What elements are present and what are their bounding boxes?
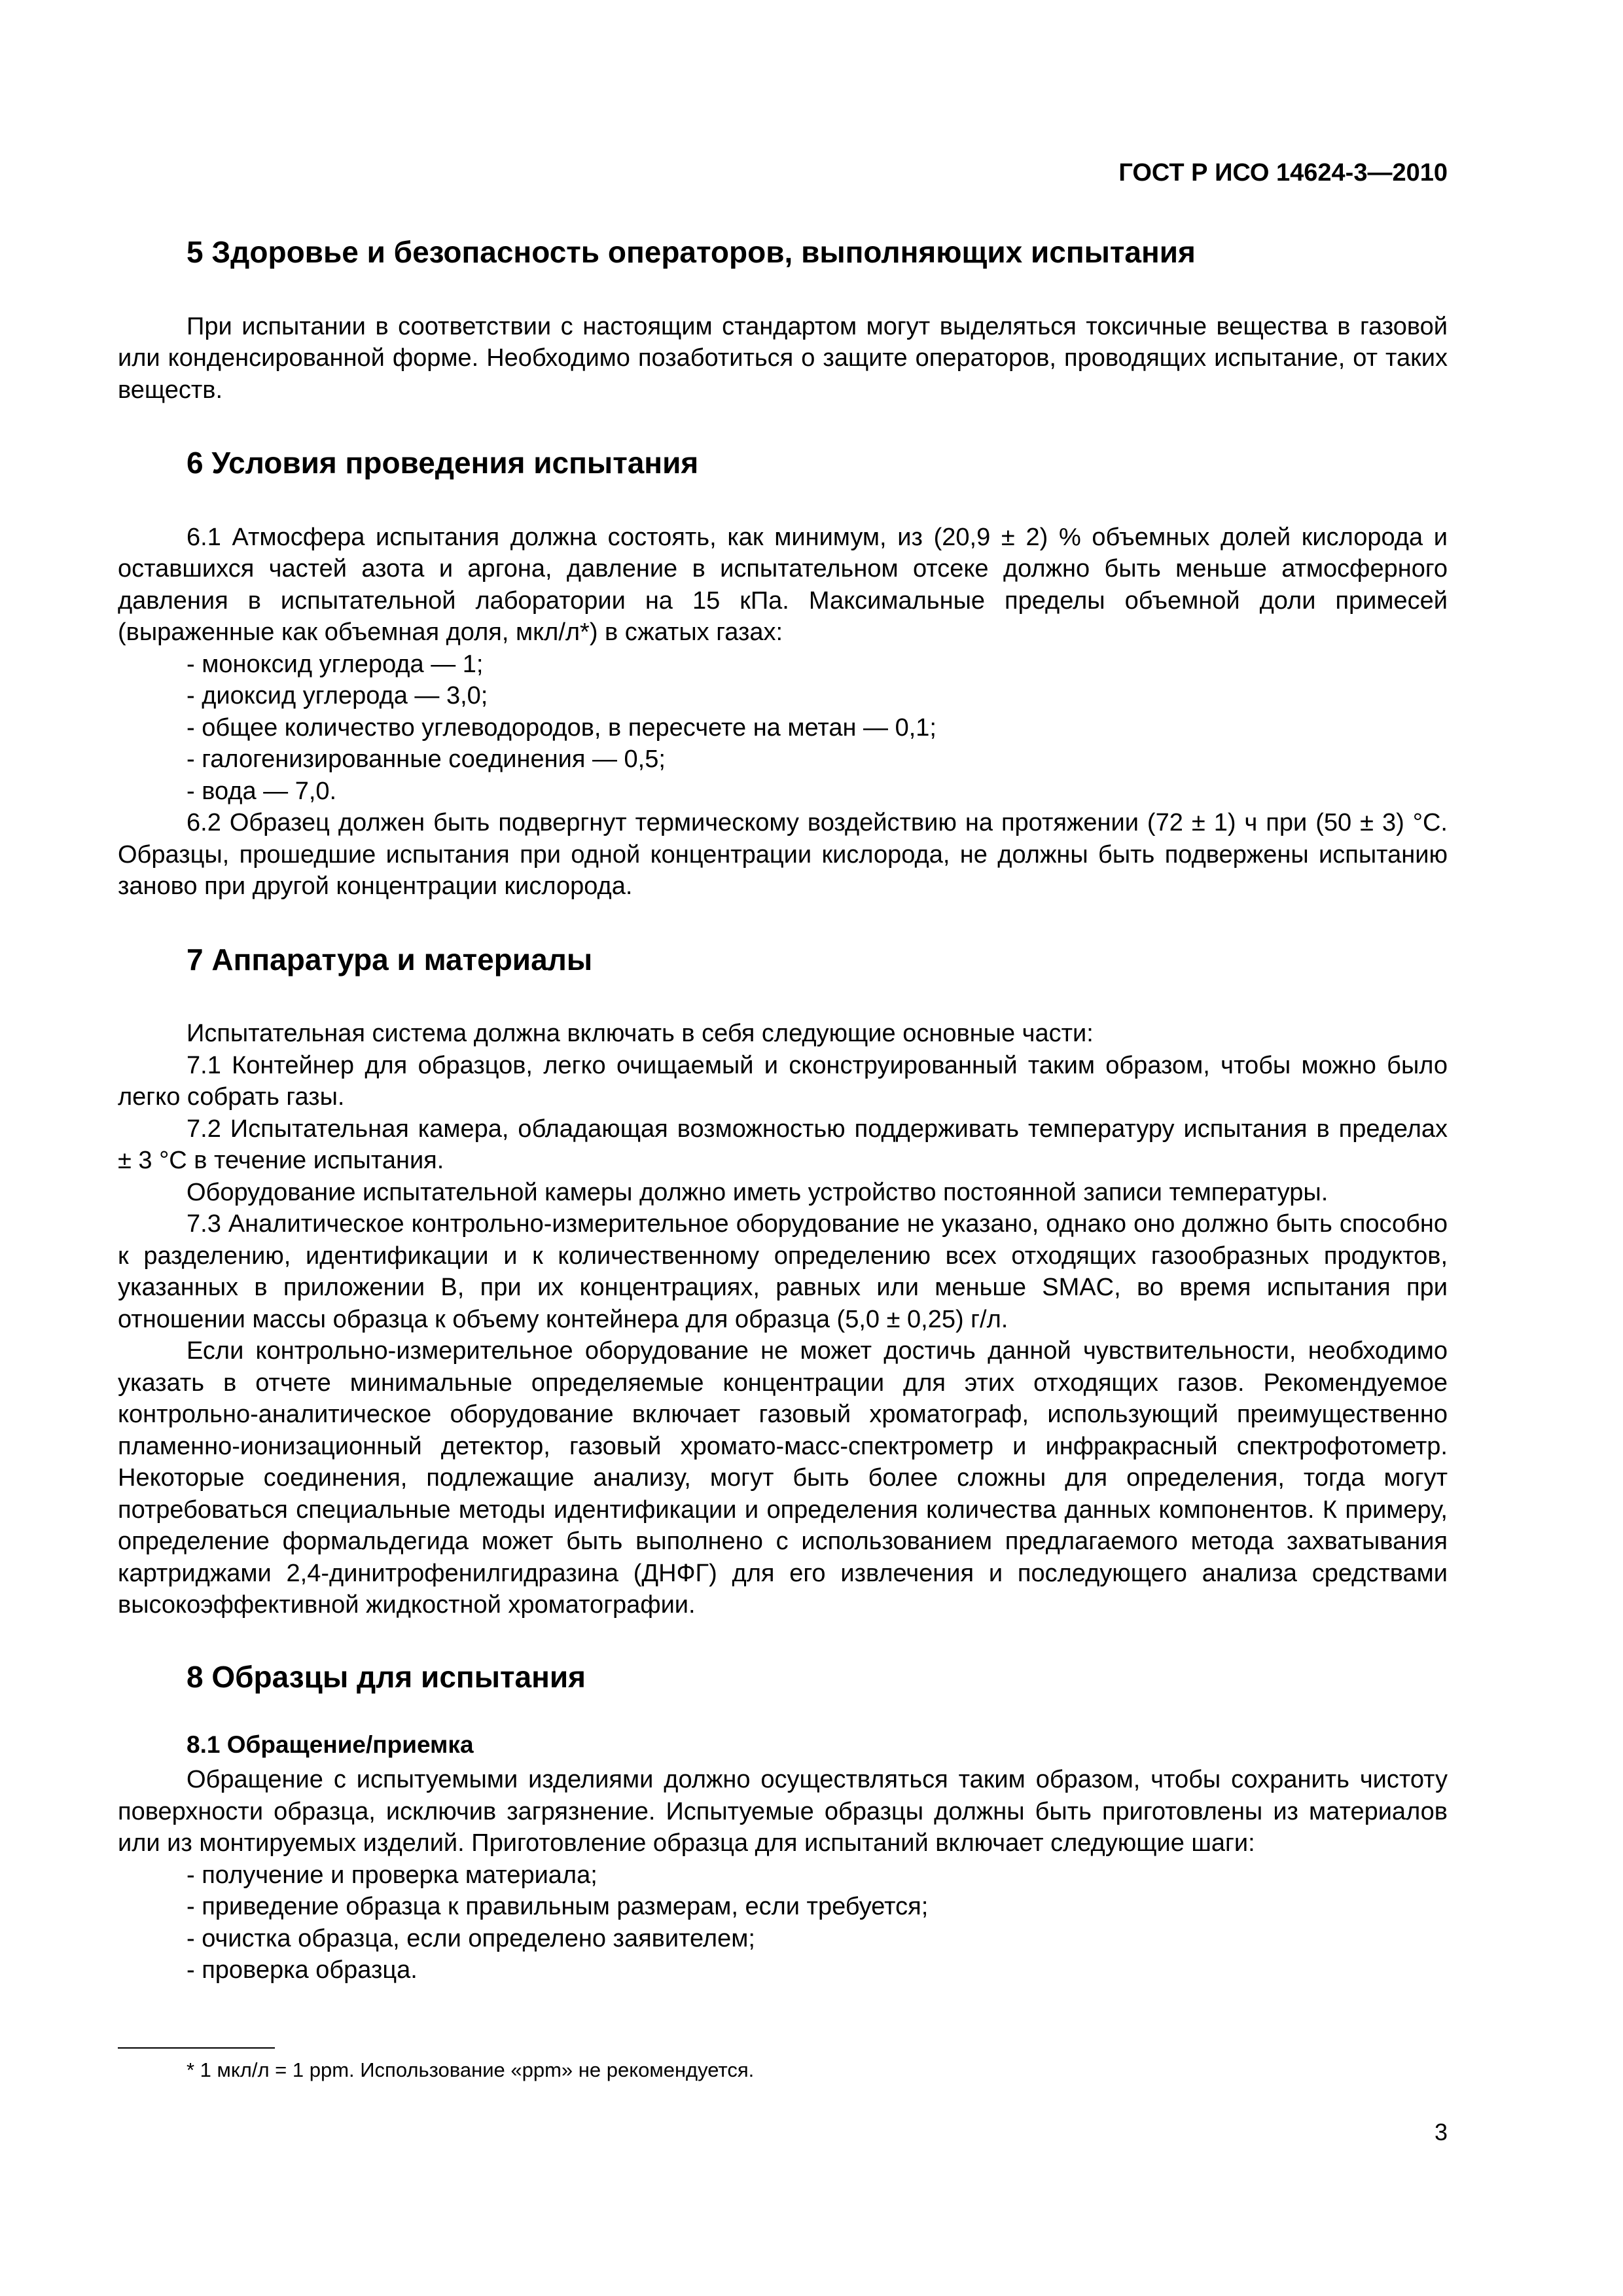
page-number: 3 xyxy=(1434,2119,1448,2145)
paragraph: Если контрольно-измерительное оборудование не может достичь данной чувствительности, необходимо указать в отчете минимальные определяемые концентрации для этих отходящих газов. Рекомендуемое контрольно-аналитическое оборудование включает газовый хроматограф, использующий преимущественно пламенно-ионизационный детектор, газовый хромато-масс-спектрометр и инфракрасный спектрофотометр. Некоторые соединения, подлежащие анализу, могут быть более сложны для определения, тогда могут потребоваться специальные методы идентификации и определения количества данных компонентов. К примеру, определение формальдегида может быть выполнено с использованием предлагаемого метода захватывания картриджами 2,4-динитрофенилгидразина (ДНФГ) для его извлечения и последующего анализа средствами высокоэффективной жидкостной хроматографии. xyxy=(118,1337,1448,1619)
subsection-8-1-heading: 8.1 Обращение/приемка xyxy=(187,1731,474,1759)
paragraph: 7.2 Испытательная камера, обладающая возможностью поддерживать температуру испытания в пределах ± 3 °С в течение испытания. xyxy=(118,1115,1448,1175)
section-8-heading: 8 Образцы для испытания xyxy=(187,1659,586,1694)
list-item: - диоксид углерода — 3,0; xyxy=(187,682,488,710)
section-7-heading: 7 Аппаратура и материалы xyxy=(187,942,593,977)
document-body xyxy=(118,236,1448,1986)
list-item: - получение и проверка материала; xyxy=(187,1861,597,1889)
paragraph: 6.2 Образец должен быть подвергнут термическому воздействию на протяжении (72 ± 1) ч при (50 ± 3) °С. Образцы, прошедшие испытания при одной концентрации кислорода, не должны быть подвержены испытанию заново при другой концентрации кислорода. xyxy=(118,809,1448,901)
list-item: - проверка образца. xyxy=(187,1956,418,1984)
section-6-heading: 6 Условия проведения испытания xyxy=(187,446,699,480)
section-5-heading: 5 Здоровье и безопасность операторов, выполняющих испытания xyxy=(187,235,1196,269)
paragraph: 7.1 Контейнер для образцов, легко очищаемый и сконструированный таким образом, чтобы можно было легко собрать газы. xyxy=(118,1051,1448,1111)
list-item: - галогенизированные соединения — 0,5; xyxy=(187,745,666,774)
footnote-divider xyxy=(118,2047,275,2049)
paragraph: При испытании в соответствии с настоящим стандартом могут выделяться токсичные вещества в газовой или конденсированной форме. Необходимо позаботиться о защите операторов, проводящих испытание, от таких веществ. xyxy=(118,312,1448,404)
standard-designation: ГОСТ Р ИСО 14624-3—2010 xyxy=(1118,159,1448,187)
paragraph: Оборудование испытательной камеры должно иметь устройство постоянной записи температуры. xyxy=(187,1178,1329,1206)
list-item: - моноксид углерода — 1; xyxy=(187,650,484,678)
footnote: * 1 мкл/л = 1 ppm. Использование «ppm» не рекомендуется. xyxy=(187,2058,755,2081)
paragraph: 7.3 Аналитическое контрольно-измерительное оборудование не указано, однако оно должно быть способно к разделению, идентификации и к количественному определению всех отходящих газообразных продуктов, указанных в приложении В, при их концентрациях, равных или меньше SMAC, во время испытания при отношении массы образца к объему контейнера для образца (5,0 ± 0,25) г/л. xyxy=(118,1210,1448,1333)
paragraph: 6.1 Атмосфера испытания должна состоять, как минимум, из (20,9 ± 2) % объемных долей кислорода и оставшихся частей азота и аргона, давление в испытательном отсеке должно быть меньше атмосферного давления в испытательной лаборатории на 15 кПа. Максимальные пределы объемной доли примесей (выраженные как объемная доля, мкл/л*) в сжатых газах: xyxy=(118,523,1448,647)
list-item: - общее количество углеводородов, в пересчете на метан — 0,1; xyxy=(187,713,936,742)
paragraph: Обращение с испытуемыми изделиями должно осуществляться таким образом, чтобы сохранить чистоту поверхности образца, исключив загрязнение. Испытуемые образцы должны быть приготовлены из материалов или из монтируемых изделий. Приготовление образца для испытаний включает следующие шаги: xyxy=(118,1766,1448,1857)
list-item: - вода — 7,0. xyxy=(187,777,337,805)
list-item: - очистка образца, если определено заявителем; xyxy=(187,1924,755,1952)
list-item: - приведение образца к правильным размерам, если требуется; xyxy=(187,1893,929,1921)
paragraph: Испытательная система должна включать в себя следующие основные части: xyxy=(187,1020,1094,1048)
